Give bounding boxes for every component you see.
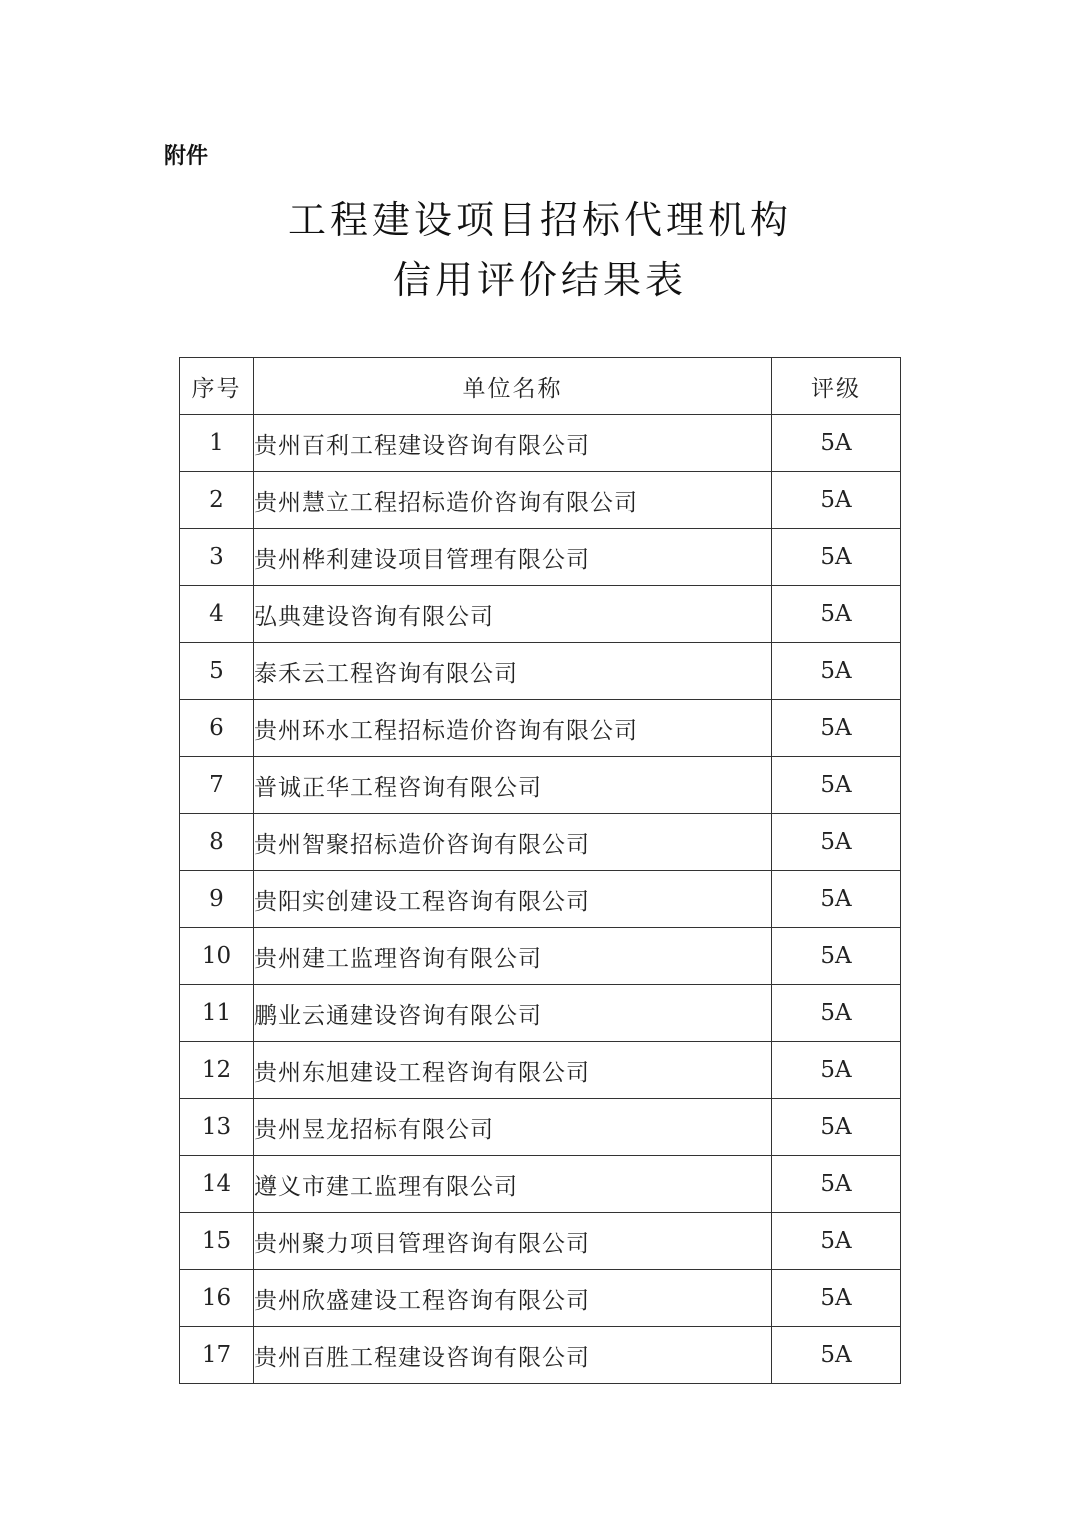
row-serial-number: 10 <box>180 928 254 985</box>
row-rating: 5A <box>772 1327 901 1384</box>
row-company-name: 贵州桦利建设项目管理有限公司 <box>254 529 772 586</box>
table-row <box>180 814 901 871</box>
table-row <box>180 985 901 1042</box>
table-row <box>180 928 901 985</box>
row-serial-number: 13 <box>180 1099 254 1156</box>
row-company-name: 贵州环水工程招标造价咨询有限公司 <box>254 700 772 757</box>
row-serial-number: 17 <box>180 1327 254 1384</box>
row-serial-number: 3 <box>180 529 254 586</box>
table-row <box>180 700 901 757</box>
row-company-name: 贵州东旭建设工程咨询有限公司 <box>254 1042 772 1099</box>
row-rating: 5A <box>772 814 901 871</box>
row-rating: 5A <box>772 928 901 985</box>
table-row <box>180 1213 901 1270</box>
row-company-name: 遵义市建工监理有限公司 <box>254 1156 772 1213</box>
row-serial-number: 1 <box>180 415 254 472</box>
row-company-name: 贵州聚力项目管理咨询有限公司 <box>254 1213 772 1270</box>
table-row <box>180 643 901 700</box>
row-serial-number: 7 <box>180 757 254 814</box>
row-company-name: 鹏业云通建设咨询有限公司 <box>254 985 772 1042</box>
header-rating: 评级 <box>772 358 901 415</box>
row-serial-number: 5 <box>180 643 254 700</box>
row-rating: 5A <box>772 1213 901 1270</box>
header-serial-number: 序号 <box>180 358 254 415</box>
row-rating: 5A <box>772 1156 901 1213</box>
row-rating: 5A <box>772 1042 901 1099</box>
row-rating: 5A <box>772 985 901 1042</box>
table-row <box>180 871 901 928</box>
row-company-name: 贵阳实创建设工程咨询有限公司 <box>254 871 772 928</box>
row-company-name: 贵州慧立工程招标造价咨询有限公司 <box>254 472 772 529</box>
table-row <box>180 1327 901 1384</box>
row-rating: 5A <box>772 871 901 928</box>
credit-rating-table <box>179 357 901 1384</box>
row-rating: 5A <box>772 529 901 586</box>
attachment-label: 附件 <box>164 144 209 169</box>
table-row <box>180 586 901 643</box>
row-company-name: 贵州昱龙招标有限公司 <box>254 1099 772 1156</box>
document-title <box>0 190 1080 310</box>
table-row <box>180 529 901 586</box>
table-row <box>180 757 901 814</box>
table-row <box>180 415 901 472</box>
table-body <box>180 415 901 1384</box>
row-serial-number: 4 <box>180 586 254 643</box>
row-rating: 5A <box>772 415 901 472</box>
row-serial-number: 12 <box>180 1042 254 1099</box>
table-header-row <box>180 358 901 415</box>
row-company-name: 贵州建工监理咨询有限公司 <box>254 928 772 985</box>
row-rating: 5A <box>772 586 901 643</box>
row-company-name: 普诚正华工程咨询有限公司 <box>254 757 772 814</box>
table-row <box>180 1042 901 1099</box>
row-serial-number: 16 <box>180 1270 254 1327</box>
row-serial-number: 15 <box>180 1213 254 1270</box>
row-company-name: 贵州智聚招标造价咨询有限公司 <box>254 814 772 871</box>
row-serial-number: 6 <box>180 700 254 757</box>
table-row <box>180 472 901 529</box>
row-rating: 5A <box>772 643 901 700</box>
row-rating: 5A <box>772 757 901 814</box>
header-company-name: 单位名称 <box>254 358 772 415</box>
row-company-name: 弘典建设咨询有限公司 <box>254 586 772 643</box>
row-serial-number: 8 <box>180 814 254 871</box>
row-rating: 5A <box>772 700 901 757</box>
row-rating: 5A <box>772 472 901 529</box>
row-company-name: 贵州百胜工程建设咨询有限公司 <box>254 1327 772 1384</box>
row-serial-number: 14 <box>180 1156 254 1213</box>
table-row <box>180 1099 901 1156</box>
row-serial-number: 2 <box>180 472 254 529</box>
row-serial-number: 11 <box>180 985 254 1042</box>
row-company-name: 贵州百利工程建设咨询有限公司 <box>254 415 772 472</box>
row-company-name: 泰禾云工程咨询有限公司 <box>254 643 772 700</box>
table-row <box>180 1156 901 1213</box>
row-rating: 5A <box>772 1099 901 1156</box>
row-company-name: 贵州欣盛建设工程咨询有限公司 <box>254 1270 772 1327</box>
title-line-2: 信用评价结果表 <box>392 258 687 302</box>
row-serial-number: 9 <box>180 871 254 928</box>
row-rating: 5A <box>772 1270 901 1327</box>
table-row <box>180 1270 901 1327</box>
title-line-1: 工程建设项目招标代理机构 <box>287 198 792 242</box>
